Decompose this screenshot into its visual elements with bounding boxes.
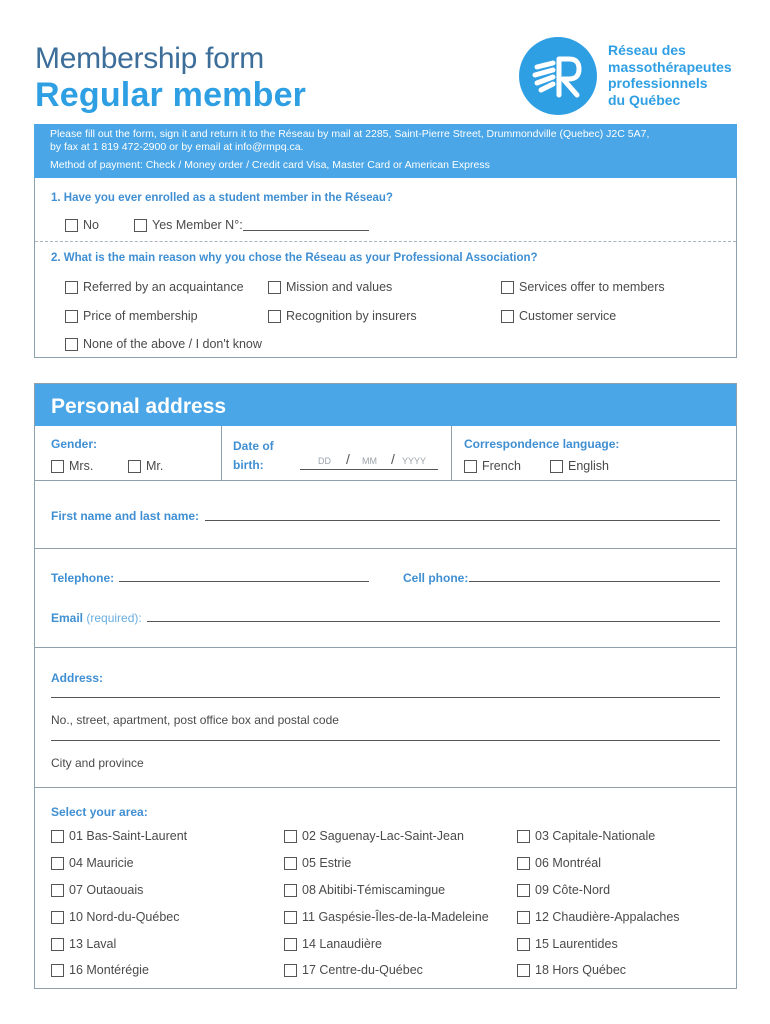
checkbox[interactable] xyxy=(284,911,297,924)
option-label: 06 Montréal xyxy=(535,856,602,870)
logo-line: Réseau des xyxy=(608,42,686,58)
date-separator: / xyxy=(391,451,395,467)
option-label: 16 Montérégie xyxy=(69,963,149,977)
option-label: Recognition by insurers xyxy=(286,309,417,323)
telephone-label: Telephone: xyxy=(51,571,115,585)
area-option[interactable] xyxy=(51,856,134,870)
street-address-caption: No., street, apartment, post office box and postal code xyxy=(51,713,339,727)
email-label-text: Email xyxy=(51,611,84,625)
option-label: Mission and values xyxy=(286,280,393,294)
option-label: 01 Bas-Saint-Laurent xyxy=(69,829,188,843)
required-note: (required): xyxy=(83,611,142,625)
option-label: 14 Lanaudière xyxy=(302,937,382,951)
option-label: Services offer to members xyxy=(519,280,665,294)
checkbox[interactable] xyxy=(51,938,64,951)
checkbox[interactable] xyxy=(134,219,147,232)
email-label xyxy=(51,611,142,625)
reason-option[interactable] xyxy=(65,337,262,351)
checkbox[interactable] xyxy=(65,310,78,323)
area-option[interactable] xyxy=(517,883,610,897)
checkbox[interactable] xyxy=(51,857,64,870)
option-label: Mrs. xyxy=(69,459,94,473)
year-placeholder: YYYY xyxy=(402,456,427,466)
logo-line: professionnels xyxy=(608,75,708,91)
day-placeholder: DD xyxy=(318,456,331,466)
option-label: Referred by an acquaintance xyxy=(83,280,244,294)
checkbox[interactable] xyxy=(65,281,78,294)
gender-mrs-option[interactable] xyxy=(51,459,93,473)
checkbox[interactable] xyxy=(65,338,78,351)
language-french-option[interactable] xyxy=(464,459,521,473)
telephone-field[interactable] xyxy=(119,571,369,582)
city-province-caption: City and province xyxy=(51,756,144,770)
checkbox[interactable] xyxy=(517,830,530,843)
area-option[interactable] xyxy=(284,910,489,924)
option-label: 10 Nord-du-Québec xyxy=(69,910,180,924)
dob-label-1: Date of xyxy=(233,439,274,453)
checkbox[interactable] xyxy=(517,911,530,924)
checkbox[interactable] xyxy=(51,460,64,473)
option-label: Customer service xyxy=(519,309,617,323)
row-divider xyxy=(35,480,736,481)
checkbox[interactable] xyxy=(464,460,477,473)
checkbox[interactable] xyxy=(517,884,530,897)
area-option[interactable] xyxy=(51,829,187,843)
option-label: English xyxy=(568,459,609,473)
street-address-field[interactable] xyxy=(51,697,720,698)
gender-label: Gender: xyxy=(51,437,98,451)
checkbox[interactable] xyxy=(65,219,78,232)
row-divider xyxy=(35,787,736,788)
area-option[interactable] xyxy=(284,829,464,843)
city-province-field[interactable] xyxy=(51,740,720,741)
area-label: Select your area: xyxy=(51,805,148,819)
form-subtitle: Regular member xyxy=(35,76,307,114)
option-label: 13 Laval xyxy=(69,937,117,951)
option-label: French xyxy=(482,459,521,473)
personal-address-section xyxy=(34,383,737,989)
logo-line: massothérapeutes xyxy=(608,58,732,75)
option-label: 18 Hors Québec xyxy=(535,963,627,977)
section-header: Personal address xyxy=(35,384,736,426)
area-option[interactable] xyxy=(284,883,445,897)
area-option[interactable] xyxy=(517,937,618,951)
checkbox[interactable] xyxy=(284,964,297,977)
column-divider xyxy=(221,426,222,480)
option-label: 11 Gaspésie-Îles-de-la-Madeleine xyxy=(302,910,489,924)
option-label: Yes Member N°: xyxy=(152,218,243,232)
area-option[interactable] xyxy=(284,963,423,977)
payment-methods: Method of payment: Check / Money order / Credit card Visa, Master Card or American Express xyxy=(50,159,490,171)
rmpq-logo-icon xyxy=(519,37,597,115)
checkbox[interactable] xyxy=(517,964,530,977)
checkbox[interactable] xyxy=(51,964,64,977)
q1-yes-option[interactable] xyxy=(134,218,369,232)
section-divider xyxy=(35,241,736,242)
checkbox[interactable] xyxy=(501,281,514,294)
option-label: 09 Côte-Nord xyxy=(535,883,611,897)
organization-name xyxy=(608,42,732,108)
checkbox[interactable] xyxy=(517,857,530,870)
cell-phone-field[interactable] xyxy=(469,571,720,582)
option-label: None of the above / I don't know xyxy=(83,337,262,351)
name-label: First name and last name: xyxy=(51,509,200,523)
logo-line: du Québec xyxy=(608,91,681,108)
instructions-banner xyxy=(34,124,737,178)
email-field[interactable] xyxy=(147,611,720,622)
questions-section xyxy=(34,178,737,358)
checkbox[interactable] xyxy=(501,310,514,323)
checkbox[interactable] xyxy=(51,884,64,897)
option-label: 17 Centre-du-Québec xyxy=(302,963,423,977)
gender-mr-option[interactable] xyxy=(128,459,163,473)
area-option[interactable] xyxy=(51,963,149,977)
checkbox[interactable] xyxy=(284,857,297,870)
area-option[interactable] xyxy=(284,856,351,870)
checkbox[interactable] xyxy=(51,830,64,843)
question-2: 2. What is the main reason why you chose the Réseau as your Professional Association? xyxy=(51,252,538,264)
form-title: Membership form xyxy=(35,42,264,75)
instructions-line: Please fill out the form, sign it and return it to the Réseau by mail at 2285, Saint-Pierre Street, Drummondville (Quebec) J2C 5A7, xyxy=(50,128,650,140)
dob-label-2: birth: xyxy=(233,458,264,472)
checkbox[interactable] xyxy=(268,281,281,294)
reason-option[interactable] xyxy=(268,309,417,323)
reason-option[interactable] xyxy=(65,280,244,294)
reason-option[interactable] xyxy=(268,280,392,294)
option-label: 07 Outaouais xyxy=(69,883,144,897)
checkbox[interactable] xyxy=(51,911,64,924)
row-divider xyxy=(35,548,736,549)
reason-option[interactable] xyxy=(501,280,665,294)
area-option[interactable] xyxy=(51,910,179,924)
language-english-option[interactable] xyxy=(550,459,609,473)
option-label: No xyxy=(83,218,99,232)
area-option[interactable] xyxy=(51,937,116,951)
checkbox[interactable] xyxy=(284,830,297,843)
name-field[interactable] xyxy=(205,510,720,521)
question-1: 1. Have you ever enrolled as a student member in the Réseau? xyxy=(51,192,393,204)
checkbox[interactable] xyxy=(268,310,281,323)
language-label: Correspondence language: xyxy=(464,437,620,451)
checkbox[interactable] xyxy=(128,460,141,473)
option-label: Mr. xyxy=(146,459,164,473)
area-option[interactable] xyxy=(51,883,143,897)
column-divider xyxy=(451,426,452,480)
option-label: 05 Estrie xyxy=(302,856,352,870)
checkbox[interactable] xyxy=(550,460,563,473)
option-label: Price of membership xyxy=(83,309,198,323)
month-placeholder: MM xyxy=(362,456,377,466)
option-label: 15 Laurentides xyxy=(535,937,618,951)
reason-option[interactable] xyxy=(501,309,616,323)
reason-option[interactable] xyxy=(65,309,198,323)
option-label: 02 Saguenay-Lac-Saint-Jean xyxy=(302,829,464,843)
address-label: Address: xyxy=(51,671,104,685)
checkbox[interactable] xyxy=(517,938,530,951)
option-label: 03 Capitale-Nationale xyxy=(535,829,656,843)
cell-phone-label: Cell phone: xyxy=(403,571,469,585)
option-label: 08 Abitibi-Témiscamingue xyxy=(302,883,446,897)
option-label: 12 Chaudière-Appalaches xyxy=(535,910,680,924)
q1-no-option[interactable] xyxy=(65,218,99,232)
option-label: 04 Mauricie xyxy=(69,856,134,870)
member-number-field[interactable] xyxy=(243,220,369,231)
area-option[interactable] xyxy=(517,963,626,977)
checkbox[interactable] xyxy=(284,884,297,897)
area-option[interactable] xyxy=(517,910,680,924)
area-option[interactable] xyxy=(284,937,382,951)
date-of-birth-field[interactable] xyxy=(300,469,438,470)
date-separator: / xyxy=(346,451,350,467)
checkbox[interactable] xyxy=(284,938,297,951)
area-option[interactable] xyxy=(517,829,655,843)
area-option[interactable] xyxy=(517,856,601,870)
instructions-line: by fax at 1 819 472-2900 or by email at info@rmpq.ca. xyxy=(50,140,304,153)
row-divider xyxy=(35,647,736,648)
